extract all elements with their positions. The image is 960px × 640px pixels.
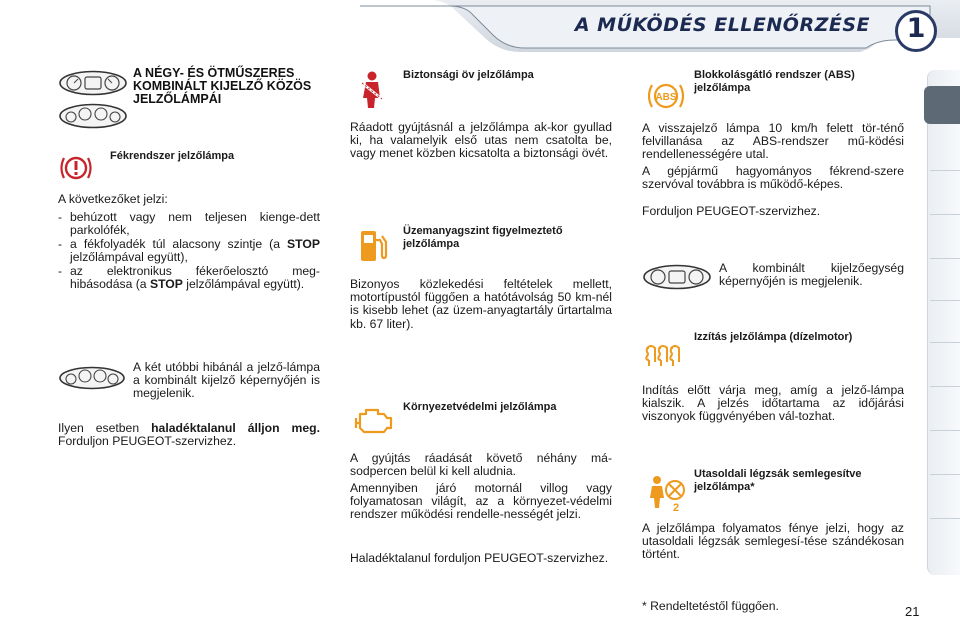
abs-title: Blokkolásgátló rendszer (ABS) jelzőlámpa: [694, 69, 855, 94]
instrument-cluster-icon: [58, 103, 128, 129]
tab-divider: [930, 518, 960, 519]
brake-item-text: az elektronikus fékerőelosztó meg-hibásodása (a STOP jelzőlámpával együtt).: [70, 264, 320, 292]
seatbelt-text: Ráadott gyújtásnál a jelzőlámpa ak-kor gyullad ki, ha valamelyik első utas nem csatolta be, vagy menet közben kicsatolta a biztonsági övét.: [350, 120, 612, 161]
common-warning-lights-heading: A NÉGY- ÉS ÖTMŰSZERES KOMBINÁLT KIJELZŐ KÖZÖS JELZŐLÁMPÁI: [133, 66, 312, 107]
footnote: * Rendeltetéstől függően.: [642, 599, 779, 613]
brake-item: - az elektronikus fékerőelosztó meg-hibásodása (a STOP jelzőlámpával együtt).: [58, 264, 320, 292]
tab-divider: [930, 386, 960, 387]
emission-title: Környezetvédelmi jelzőlámpa: [403, 401, 557, 413]
instrument-cluster-icon: [642, 264, 712, 290]
page-number: 21: [905, 604, 920, 619]
glow-title: Izzítás jelzőlámpa (dízelmotor): [694, 331, 853, 343]
emission-p3: Haladéktalanul forduljon PEUGEOT-szervizhez.: [350, 551, 609, 565]
brake-title: Fékrendszer jelzőlámpa: [110, 150, 235, 162]
instrument-cluster-icon: [58, 366, 126, 390]
fuel-title: Üzemanyagszint figyelmeztető jelzőlámpa: [403, 225, 563, 250]
glow-plug-icon: [645, 344, 685, 370]
chapter-tab-strip: [927, 70, 960, 575]
chapter-number: 1: [906, 13, 926, 44]
seatbelt-title: Biztonsági öv jelzőlámpa: [403, 69, 534, 81]
brake-item-text: a fékfolyadék túl alacsony szintje (a STOP jelzőlámpával együtt),: [70, 237, 320, 265]
tab-divider: [930, 342, 960, 343]
fuel-text: Bizonyos közlekedési feltételek mellett, motortípustól függően a hatótávolság 50 km-nél is kisebb lehet (az üzem-anyagtartály űrtartalma kb. 67 liter).: [350, 277, 612, 331]
emission-p2: Amennyiben járó motornál villog vagy folyamatosan világít, az a környezet-védelmi rendszer működési rendelle-nességét jelzi.: [350, 481, 612, 522]
brake-display-note: A két utóbbi hibánál a jelző-lámpa a kombinált kijelző képernyőjén is megjelenik.: [133, 360, 320, 401]
tab-divider: [930, 474, 960, 475]
svg-text:ABS: ABS: [655, 92, 677, 103]
seatbelt-icon: [356, 70, 388, 110]
tab-divider: [930, 258, 960, 259]
brake-item-text: behúzott vagy nem teljesen kienge-dett parkolófék,: [70, 210, 320, 238]
brake-item: - behúzott vagy nem teljesen kienge-dett parkolófék,: [58, 210, 320, 238]
abs-p1: A visszajelző lámpa 10 km/h felett tör-ténő felvillanása az ABS-rendszer mű-ködési rendellenességére utal.: [642, 121, 904, 162]
fuel-pump-icon: [358, 228, 388, 264]
emission-p1: A gyújtás ráadását követő néhány má-sodpercen belül ki kell aludnia.: [350, 451, 612, 479]
engine-emission-icon: [354, 404, 394, 436]
brake-item: - a fékfolyadék túl alacsony szintje (a STOP jelzőlámpával együtt),: [58, 237, 320, 265]
abs-p3: Forduljon PEUGEOT-szervizhez.: [642, 204, 821, 218]
abs-warning-icon: [645, 80, 687, 112]
chapter-tab-active[interactable]: [924, 86, 960, 124]
svg-text:2: 2: [672, 502, 680, 512]
abs-p2: A gépjármű hagyományos fékrend-szere szervóval továbbra is működő-képes.: [642, 164, 904, 192]
tab-divider: [930, 300, 960, 301]
instrument-cluster-icon: [58, 70, 128, 96]
tab-divider: [930, 170, 960, 171]
tab-divider: [930, 214, 960, 215]
chapter-title: A MŰKÖDÉS ELLENŐRZÉSE: [574, 14, 870, 36]
brake-stop-instruction: Ilyen esetben haladéktalanul álljon meg. Forduljon PEUGEOT-szervizhez.: [58, 421, 320, 449]
glow-text: Indítás előtt várja meg, amíg a jelző-lámpa kialszik. A jelzés időtartama az időjárási viszonyok függvényében vál-tozhat.: [642, 383, 904, 424]
airbag-text: A jelzőlámpa folyamatos fénye jelzi, hogy az utasoldali légzsák semlegesí-tése szándékosan történt.: [642, 521, 904, 562]
abs-display-note: A kombinált kijelzőegység képernyőjén is megjelenik.: [719, 261, 904, 289]
airbag-title: Utasoldali légzsák semlegesítve jelzőlámpa*: [694, 468, 862, 493]
brake-warning-icon: [58, 152, 94, 184]
tab-divider: [930, 430, 960, 431]
airbag-off-icon: [645, 474, 687, 512]
brake-intro: A következőket jelzi:: [58, 192, 168, 206]
